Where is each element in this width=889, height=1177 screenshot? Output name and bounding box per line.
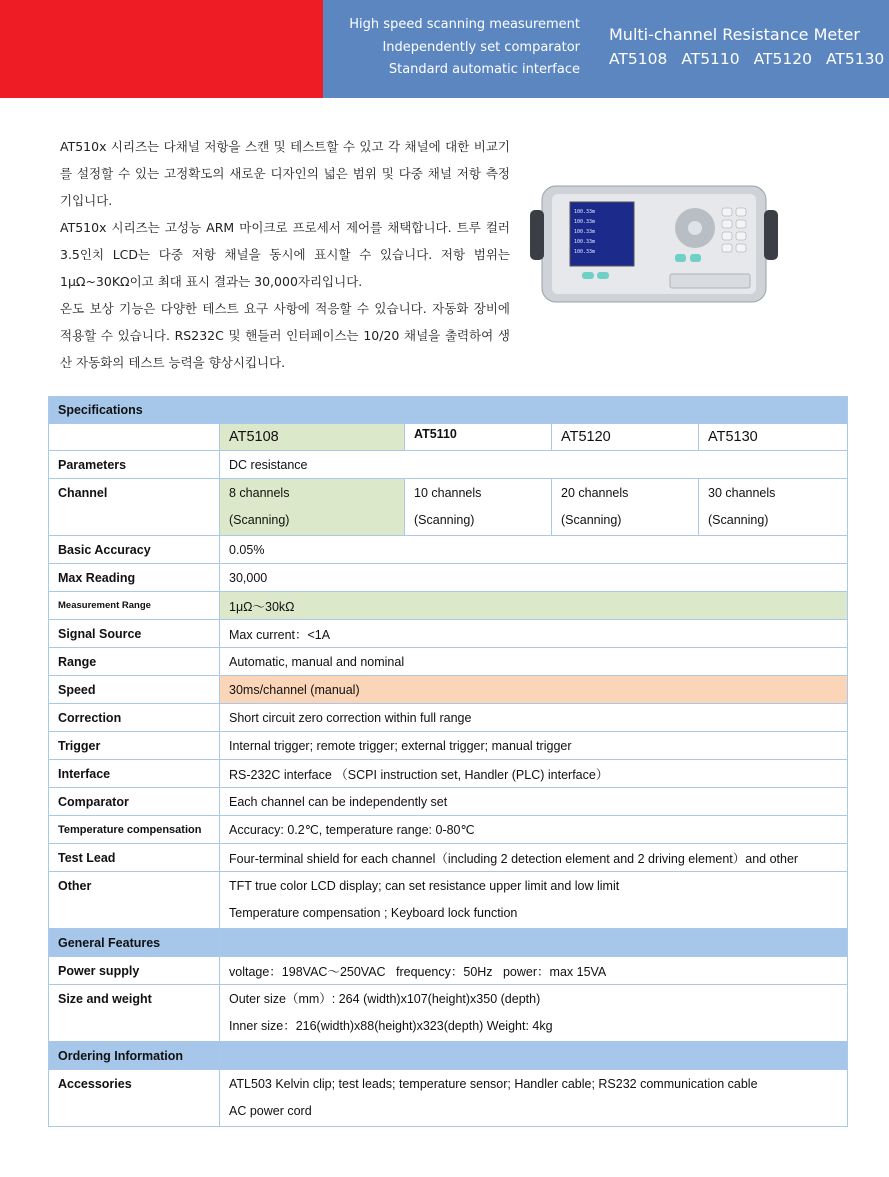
section-row-specifications bbox=[49, 397, 848, 424]
row-value: DC resistance bbox=[220, 451, 848, 479]
spec-row-channel bbox=[49, 479, 848, 536]
value-line: (Scanning) bbox=[229, 513, 290, 527]
section-title: General Features bbox=[49, 929, 220, 957]
value-line: AC power cord bbox=[229, 1104, 312, 1118]
row-label: Range bbox=[49, 648, 220, 676]
row-label: Parameters bbox=[49, 451, 220, 479]
row-value: RS-232C interface （SCPI instruction set, Handler (PLC) interface） bbox=[220, 760, 848, 788]
row-value: Max current：<1A bbox=[220, 620, 848, 648]
device-image bbox=[530, 180, 778, 308]
feature-2: Independently set comparator bbox=[382, 39, 580, 55]
channel-value-at5130 bbox=[699, 479, 848, 536]
empty-cell bbox=[49, 424, 220, 451]
row-label: Test Lead bbox=[49, 844, 220, 872]
section-row-ordering-information bbox=[49, 1042, 848, 1070]
device-screen-line: 100.33m bbox=[574, 219, 596, 225]
section-title: Ordering Information bbox=[49, 1042, 220, 1070]
header-red-block bbox=[0, 0, 323, 98]
row-value bbox=[220, 1070, 848, 1127]
value-line: (Scanning) bbox=[414, 513, 475, 527]
row-label: Channel bbox=[49, 479, 220, 536]
row-value: Short circuit zero correction within full range bbox=[220, 704, 848, 732]
spec-row-max-reading bbox=[49, 564, 848, 592]
row-value: 30,000 bbox=[220, 564, 848, 592]
row-value: 1μΩ～30kΩ bbox=[220, 592, 848, 620]
value-line: Outer size（mm）: 264 (width)x107(height)x350 (depth) bbox=[229, 992, 541, 1006]
section-fill bbox=[220, 1042, 848, 1070]
row-label: Comparator bbox=[49, 788, 220, 816]
channel-value-at5108 bbox=[220, 479, 405, 536]
intro-paragraph-3: 온도 보상 기능은 다양한 테스트 요구 사항에 적응할 수 있습니다. 자동화 장비에 적용할 수 있습니다. RS232C 및 핸들러 인터페이스는 10/20 채널을 출력하여 생산 자동화의 테스트 능력을 향상시킵니다. bbox=[60, 301, 510, 370]
value-line: ATL503 Kelvin clip; test leads; temperature sensor; Handler cable; RS232 communication cable bbox=[229, 1077, 758, 1091]
row-value: 30ms/channel (manual) bbox=[220, 676, 848, 704]
value-line: 20 channels bbox=[561, 486, 629, 500]
spec-row-correction bbox=[49, 704, 848, 732]
spec-row-signal-source bbox=[49, 620, 848, 648]
spec-row-interface bbox=[49, 760, 848, 788]
intro-text bbox=[60, 133, 510, 376]
model-header-row bbox=[49, 424, 848, 451]
spec-row-basic-accuracy bbox=[49, 536, 848, 564]
section-fill bbox=[220, 929, 848, 957]
value-line: (Scanning) bbox=[561, 513, 622, 527]
row-value: Each channel can be independently set bbox=[220, 788, 848, 816]
row-value: Accuracy: 0.2℃, temperature range: 0-80℃ bbox=[220, 816, 848, 844]
product-title: Multi-channel Resistance Meter bbox=[609, 25, 860, 44]
row-value bbox=[220, 985, 848, 1042]
row-label: Accessories bbox=[49, 1070, 220, 1127]
row-label: Power supply bbox=[49, 957, 220, 985]
model-at5130: AT5130 bbox=[825, 50, 885, 68]
spec-row-trigger bbox=[49, 732, 848, 760]
product-models bbox=[609, 47, 884, 72]
model-at5120: AT5120 bbox=[753, 50, 812, 68]
value-line: 30 channels bbox=[708, 486, 776, 500]
spec-row-range bbox=[49, 648, 848, 676]
row-label: Speed bbox=[49, 676, 220, 704]
spec-row-power-supply bbox=[49, 957, 848, 985]
value-line: TFT true color LCD display; can set resistance upper limit and low limit bbox=[229, 879, 620, 893]
spec-row-accessories bbox=[49, 1070, 848, 1127]
header-features bbox=[330, 14, 580, 82]
intro-paragraph-2: AT510x 시리즈는 고성능 ARM 마이크로 프로세서 제어를 채택합니다. 트루 컬러 3.5인치 LCD는 다중 저항 채널을 동시에 표시할 수 있습니다. 저항 범위는 1μΩ~30KΩ이고 최대 표시 결과는 30,000자리입니다. bbox=[60, 220, 510, 289]
row-label: Size and weight bbox=[49, 985, 220, 1042]
row-value: Internal trigger; remote trigger; external trigger; manual trigger bbox=[220, 732, 848, 760]
intro-paragraph-1: AT510x 시리즈는 다채널 저항을 스캔 및 테스트할 수 있고 각 채널에 대한 비교기를 설정할 수 있는 고정확도의 새로운 디자인의 넓은 범위 및 다중 채널 저항 측정기입니다. bbox=[60, 139, 510, 208]
spec-row-measurement-range bbox=[49, 592, 848, 620]
row-value: voltage：198VAC～250VAC frequency：50Hz power：max 15VA bbox=[220, 957, 848, 985]
device-screen-line: 100.33m bbox=[574, 229, 596, 235]
row-value bbox=[220, 872, 848, 929]
row-label: Basic Accuracy bbox=[49, 536, 220, 564]
feature-3: Standard automatic interface bbox=[388, 62, 580, 77]
value-line: 8 channels bbox=[229, 486, 290, 500]
spec-row-comparator bbox=[49, 788, 848, 816]
row-value: Four-terminal shield for each channel（including 2 detection element and 2 driving element）and other bbox=[220, 844, 848, 872]
device-screen-line: 100.33m bbox=[574, 239, 596, 245]
model-at5108: AT5108 bbox=[609, 50, 668, 68]
feature-1: High speed scanning measurement bbox=[349, 17, 580, 32]
value-line: 10 channels bbox=[414, 486, 482, 500]
row-label: Measurement Range bbox=[49, 592, 220, 620]
row-label: Correction bbox=[49, 704, 220, 732]
row-label: Temperature compensation bbox=[49, 816, 220, 844]
spec-row-size-weight bbox=[49, 985, 848, 1042]
model-header-at5108: AT5108 bbox=[220, 424, 405, 451]
model-at5110: AT5110 bbox=[681, 50, 740, 68]
device-screen-line: 100.33m bbox=[574, 249, 596, 255]
section-row-general-features bbox=[49, 929, 848, 957]
row-label: Max Reading bbox=[49, 564, 220, 592]
channel-value-at5120 bbox=[552, 479, 699, 536]
spec-row-test-lead bbox=[49, 844, 848, 872]
row-label: Signal Source bbox=[49, 620, 220, 648]
row-label: Other bbox=[49, 872, 220, 929]
value-line: Temperature compensation ; Keyboard lock function bbox=[229, 906, 518, 920]
product-title-block bbox=[609, 22, 884, 72]
device-screen-line: 100.33m bbox=[574, 209, 596, 215]
row-label: Interface bbox=[49, 760, 220, 788]
specifications-table bbox=[48, 396, 848, 1127]
row-value: Automatic, manual and nominal bbox=[220, 648, 848, 676]
value-line: Inner size：216(width)x88(height)x323(depth) Weight: 4kg bbox=[229, 1019, 553, 1033]
model-header-at5120: AT5120 bbox=[552, 424, 699, 451]
section-title: Specifications bbox=[49, 397, 848, 424]
channel-value-at5110 bbox=[405, 479, 552, 536]
model-header-at5110: AT5110 bbox=[405, 424, 552, 451]
spec-row-parameters bbox=[49, 451, 848, 479]
row-value: 0.05% bbox=[220, 536, 848, 564]
spec-row-temperature-compensation bbox=[49, 816, 848, 844]
spec-row-speed bbox=[49, 676, 848, 704]
model-header-at5130: AT5130 bbox=[699, 424, 848, 451]
row-label: Trigger bbox=[49, 732, 220, 760]
value-line: (Scanning) bbox=[708, 513, 769, 527]
spec-row-other bbox=[49, 872, 848, 929]
